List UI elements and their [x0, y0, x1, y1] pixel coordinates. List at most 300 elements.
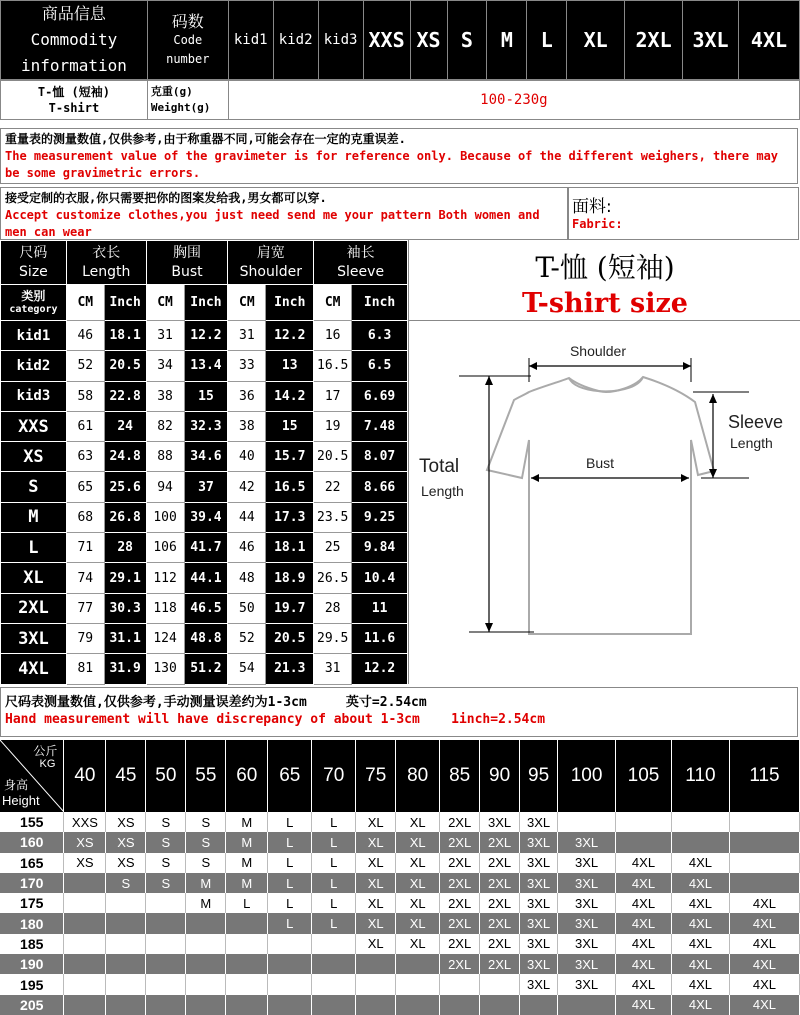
cm-value: 124	[146, 623, 184, 653]
size-recommendation: 3XL	[558, 832, 616, 852]
inch-value: 14.2	[266, 381, 314, 411]
cm-value: 42	[228, 472, 266, 502]
size-col-xxs: XXS	[363, 1, 410, 80]
cm-value: 54	[228, 654, 266, 684]
weight-value: 100-230g	[228, 81, 799, 120]
size-recommendation: XL	[396, 832, 440, 852]
weight-height-chart	[0, 740, 800, 1015]
weight-col-header: 95	[520, 740, 558, 812]
height-row	[0, 974, 800, 994]
weight-col-header: 115	[729, 740, 799, 812]
size-recommendation: 4XL	[729, 913, 799, 933]
gravimeter-note-cn: 重量表的测量数值,仅供参考,由于称重器不同,可能会存在一定的克重误差.	[5, 132, 406, 146]
size-row	[1, 593, 408, 623]
size-recommendation: 3XL	[520, 913, 558, 933]
inch-value: 31.1	[104, 623, 146, 653]
height-row	[0, 873, 800, 893]
size-recommendation: 2XL	[480, 853, 520, 873]
weight-col-header: 70	[312, 740, 356, 812]
cm-value: 36	[228, 381, 266, 411]
size-recommendation: 2XL	[440, 954, 480, 974]
size-recommendation: XL	[356, 893, 396, 913]
cm-value: 68	[66, 502, 104, 532]
size-recommendation	[106, 954, 146, 974]
cm-value: 81	[66, 654, 104, 684]
inch-value: 13.4	[184, 351, 228, 381]
commodity-en: Commodity	[30, 30, 118, 49]
size-recommendation: L	[312, 832, 356, 852]
size-recommendation	[64, 893, 106, 913]
total-label: Total	[419, 456, 460, 477]
size-recommendation: XXS	[64, 812, 106, 832]
size-label: 2XL	[1, 593, 67, 623]
size-recommendation	[146, 974, 186, 994]
inch-value: 34.6	[184, 442, 228, 472]
size-col-3xl: 3XL	[683, 1, 739, 80]
size-recommendation	[396, 974, 440, 994]
sleeve-inch-header: Inch	[352, 285, 408, 321]
size-recommendation: 4XL	[729, 954, 799, 974]
size-recommendation: 2XL	[440, 853, 480, 873]
inch-value: 16.5	[266, 472, 314, 502]
height-row	[0, 913, 800, 933]
fabric-en: Fabric:	[572, 217, 623, 231]
size-recommendation: 4XL	[671, 873, 729, 893]
size-recommendation: S	[186, 812, 226, 832]
commodity-info-cell	[1, 1, 148, 80]
cm-value: 26.5	[314, 563, 352, 593]
length-cm-header: CM	[66, 285, 104, 321]
size-recommendation: 2XL	[440, 934, 480, 954]
size-recommendation	[146, 954, 186, 974]
category-en: category	[9, 303, 58, 315]
inch-value: 12.2	[266, 321, 314, 351]
inch-value: 8.66	[352, 472, 408, 502]
measurement-note	[0, 687, 798, 737]
cm-value: 94	[146, 472, 184, 502]
size-recommendation: 4XL	[616, 913, 672, 933]
size-recommendation	[146, 913, 186, 933]
inch-value: 9.84	[352, 533, 408, 563]
size-recommendation: XL	[356, 873, 396, 893]
size-recommendation	[186, 913, 226, 933]
inch-value: 25.6	[104, 472, 146, 502]
size-col-m: M	[487, 1, 527, 80]
cm-value: 112	[146, 563, 184, 593]
size-recommendation	[520, 995, 558, 1015]
size-recommendation	[268, 974, 312, 994]
size-recommendation: XL	[356, 934, 396, 954]
height-row	[0, 954, 800, 974]
size-label: XL	[1, 563, 67, 593]
tshirt-outline	[487, 377, 714, 634]
panel-title-cn: T-恤 (短袖)	[535, 251, 675, 284]
size-recommendation	[480, 995, 520, 1015]
cm-value: 52	[228, 623, 266, 653]
size-recommendation	[671, 812, 729, 832]
size-recommendation	[558, 995, 616, 1015]
size-recommendation: L	[312, 873, 356, 893]
size-row	[1, 623, 408, 653]
size-col-xl: XL	[567, 1, 625, 80]
length-inch-header: Inch	[104, 285, 146, 321]
size-recommendation: XL	[396, 873, 440, 893]
bust-inch-header: Inch	[184, 285, 228, 321]
size-recommendation	[106, 934, 146, 954]
inch-value: 18.1	[104, 321, 146, 351]
cm-value: 50	[228, 593, 266, 623]
size-recommendation: XL	[356, 832, 396, 852]
size-label: 3XL	[1, 623, 67, 653]
cm-value: 71	[66, 533, 104, 563]
weight-col-header: 55	[186, 740, 226, 812]
commodity-cn: 商品信息	[41, 4, 106, 23]
size-recommendation: 3XL	[558, 934, 616, 954]
inch-value: 6.5	[352, 351, 408, 381]
size-recommendation: 4XL	[729, 974, 799, 994]
inch-value: 44.1	[184, 563, 228, 593]
number-en: number	[166, 51, 210, 66]
cm-value: 29.5	[314, 623, 352, 653]
cm-value: 34	[146, 351, 184, 381]
size-recommendation: 4XL	[616, 974, 672, 994]
inch-value: 24	[104, 411, 146, 441]
size-recommendation	[616, 812, 672, 832]
height-label: 175	[0, 893, 64, 913]
kg-cn: 公斤	[33, 744, 58, 758]
cm-value: 16	[314, 321, 352, 351]
cm-value: 19	[314, 411, 352, 441]
size-recommendation	[356, 954, 396, 974]
information-en: information	[20, 56, 127, 75]
size-recommendation: 4XL	[616, 995, 672, 1015]
height-row	[0, 893, 800, 913]
customize-note	[0, 187, 568, 240]
inch-value: 29.1	[104, 563, 146, 593]
size-row	[1, 472, 408, 502]
size-recommendation: M	[226, 832, 268, 852]
height-label: 155	[0, 812, 64, 832]
cm-value: 38	[228, 411, 266, 441]
size-recommendation	[106, 995, 146, 1015]
size-recommendation: XS	[106, 853, 146, 873]
size-label: L	[1, 533, 67, 563]
height-label: 205	[0, 995, 64, 1015]
size-recommendation: L	[268, 853, 312, 873]
inch-value: 6.3	[352, 321, 408, 351]
size-recommendation	[671, 832, 729, 852]
size-recommendation	[106, 893, 146, 913]
cm-value: 31	[146, 321, 184, 351]
size-recommendation: 4XL	[616, 893, 672, 913]
size-recommendation: 4XL	[616, 873, 672, 893]
size-recommendation	[729, 853, 799, 873]
inch-value: 12.2	[184, 321, 228, 351]
size-col-4xl: 4XL	[738, 1, 799, 80]
size-row	[1, 654, 408, 684]
height-row	[0, 853, 800, 873]
size-recommendation: 4XL	[671, 893, 729, 913]
size-recommendation: 3XL	[558, 913, 616, 933]
size-recommendation: L	[312, 913, 356, 933]
size-recommendation: 4XL	[616, 954, 672, 974]
size-recommendation	[312, 995, 356, 1015]
size-recommendation: 4XL	[729, 893, 799, 913]
size-recommendation: 3XL	[558, 873, 616, 893]
inch-value: 51.2	[184, 654, 228, 684]
cm-value: 46	[228, 533, 266, 563]
weight-col-header: 80	[396, 740, 440, 812]
size-recommendation: XL	[396, 913, 440, 933]
size-recommendation: 2XL	[480, 913, 520, 933]
cm-value: 82	[146, 411, 184, 441]
size-recommendation: S	[146, 832, 186, 852]
size-recommendation	[729, 873, 799, 893]
code-cn: 码数	[171, 11, 204, 31]
gravimeter-note-en: The measurement value of the gravimeter is for reference only. Because of the different weighers, there may be some gravimetric errors.	[5, 149, 779, 180]
size-label: S	[1, 472, 67, 502]
size-recommendation	[226, 934, 268, 954]
cm-value: 74	[66, 563, 104, 593]
size-recommendation	[64, 995, 106, 1015]
shoulder-header-en: Shoulder	[239, 263, 302, 280]
size-recommendation: 2XL	[480, 832, 520, 852]
size-recommendation: 4XL	[616, 853, 672, 873]
size-recommendation: M	[186, 873, 226, 893]
cm-value: 22	[314, 472, 352, 502]
size-recommendation: 4XL	[671, 974, 729, 994]
weight-cn: 克重(g)	[150, 85, 193, 98]
size-recommendation: XS	[106, 812, 146, 832]
height-row	[0, 832, 800, 852]
size-recommendation: 2XL	[440, 812, 480, 832]
shoulder-label: Shoulder	[569, 343, 627, 359]
size-recommendation	[186, 995, 226, 1015]
size-recommendation	[106, 974, 146, 994]
sleeve-length-label: Length	[730, 435, 773, 451]
inch-value: 46.5	[184, 593, 228, 623]
code-en: Code	[173, 32, 203, 47]
size-recommendation	[480, 974, 520, 994]
size-recommendation: S	[146, 873, 186, 893]
size-header	[1, 241, 67, 285]
size-recommendation	[729, 832, 799, 852]
cm-value: 61	[66, 411, 104, 441]
size-recommendation	[186, 954, 226, 974]
size-recommendation: XL	[356, 853, 396, 873]
size-recommendation	[729, 812, 799, 832]
cm-value: 20.5	[314, 442, 352, 472]
cm-value: 52	[66, 351, 104, 381]
cm-value: 46	[66, 321, 104, 351]
inch-value: 22.8	[104, 381, 146, 411]
inch-value: 21.3	[266, 654, 314, 684]
inch-value: 15.7	[266, 442, 314, 472]
size-recommendation	[312, 974, 356, 994]
size-recommendation: 3XL	[520, 893, 558, 913]
sleeve-cm-header: CM	[314, 285, 352, 321]
shoulder-header-cn: 肩宽	[256, 244, 285, 261]
kg-height-corner	[0, 740, 64, 812]
size-col-kid3: kid3	[318, 1, 363, 80]
height-label: 185	[0, 934, 64, 954]
size-label: 4XL	[1, 654, 67, 684]
size-recommendation: M	[226, 812, 268, 832]
size-recommendation: M	[186, 893, 226, 913]
size-recommendation	[226, 995, 268, 1015]
length-header-en: Length	[82, 263, 131, 280]
kg-en: KG	[39, 758, 56, 770]
size-recommendation: L	[268, 913, 312, 933]
size-recommendation: S	[186, 832, 226, 852]
weight-col-header: 50	[146, 740, 186, 812]
measurement-note-cn: 尺码表测量数值,仅供参考,手动测量误差约为1-3cm 英寸=2.54cm	[5, 695, 427, 710]
length-header-cn: 衣长	[92, 244, 121, 261]
bust-label: Bust	[585, 455, 615, 471]
size-recommendation	[226, 954, 268, 974]
size-table	[0, 240, 408, 685]
size-recommendation	[106, 913, 146, 933]
size-recommendation	[268, 995, 312, 1015]
size-recommendation: 4XL	[671, 853, 729, 873]
size-recommendation: XL	[396, 812, 440, 832]
weight-col-header: 90	[480, 740, 520, 812]
size-col-2xl: 2XL	[625, 1, 683, 80]
size-recommendation: 4XL	[671, 954, 729, 974]
size-recommendation: 3XL	[520, 934, 558, 954]
weight-row-table	[0, 80, 800, 120]
sleeve-header-cn: 袖长	[346, 244, 375, 261]
size-recommendation: L	[268, 832, 312, 852]
size-recommendation: 3XL	[480, 812, 520, 832]
fabric-cn: 面料:	[572, 197, 612, 217]
size-label: M	[1, 502, 67, 532]
cm-value: 17	[314, 381, 352, 411]
size-recommendation: 2XL	[440, 893, 480, 913]
height-label: 195	[0, 974, 64, 994]
inch-value: 11	[352, 593, 408, 623]
size-col-xs: XS	[410, 1, 447, 80]
size-recommendation	[64, 934, 106, 954]
size-recommendation: L	[268, 812, 312, 832]
size-recommendation: S	[146, 812, 186, 832]
size-row	[1, 442, 408, 472]
height-label: 190	[0, 954, 64, 974]
size-recommendation: XL	[396, 934, 440, 954]
size-recommendation	[64, 913, 106, 933]
inch-value: 12.2	[352, 654, 408, 684]
size-row	[1, 351, 408, 381]
cm-value: 77	[66, 593, 104, 623]
inch-value: 32.3	[184, 411, 228, 441]
weight-col-header: 100	[558, 740, 616, 812]
inch-value: 6.69	[352, 381, 408, 411]
size-recommendation	[440, 974, 480, 994]
size-recommendation: S	[146, 853, 186, 873]
inch-value: 48.8	[184, 623, 228, 653]
size-row	[1, 381, 408, 411]
inch-value: 18.1	[266, 533, 314, 563]
size-recommendation	[356, 995, 396, 1015]
size-recommendation: XS	[64, 832, 106, 852]
size-label: XS	[1, 442, 67, 472]
inch-value: 17.3	[266, 502, 314, 532]
size-row	[1, 502, 408, 532]
size-recommendation	[440, 995, 480, 1015]
size-recommendation: 3XL	[558, 853, 616, 873]
size-recommendation: 3XL	[520, 812, 558, 832]
size-recommendation	[396, 954, 440, 974]
inch-value: 13	[266, 351, 314, 381]
size-recommendation: XL	[396, 853, 440, 873]
weight-col-header: 65	[268, 740, 312, 812]
height-label: 165	[0, 853, 64, 873]
size-recommendation: M	[226, 853, 268, 873]
inch-value: 31.9	[104, 654, 146, 684]
size-col-kid1: kid1	[228, 1, 273, 80]
size-recommendation	[268, 954, 312, 974]
customize-note-en: Accept customize clothes,you just need send me your pattern Both women and men can wear	[5, 208, 540, 239]
size-recommendation	[268, 934, 312, 954]
size-label: kid3	[1, 381, 67, 411]
size-recommendation	[616, 832, 672, 852]
code-number-cell	[147, 1, 228, 80]
size-recommendation: S	[186, 853, 226, 873]
size-label: XXS	[1, 411, 67, 441]
size-recommendation	[186, 934, 226, 954]
height-label: 180	[0, 913, 64, 933]
size-recommendation: 3XL	[558, 974, 616, 994]
size-recommendation: 3XL	[520, 853, 558, 873]
weight-col-header: 85	[440, 740, 480, 812]
total-length-label: Length	[421, 483, 464, 499]
size-recommendation: 2XL	[480, 893, 520, 913]
cm-value: 44	[228, 502, 266, 532]
cm-value: 65	[66, 472, 104, 502]
size-row	[1, 563, 408, 593]
weight-en: Weight(g)	[150, 101, 211, 114]
size-recommendation: 3XL	[520, 954, 558, 974]
inch-value: 20.5	[104, 351, 146, 381]
size-recommendation	[64, 873, 106, 893]
fabric-cell	[568, 187, 799, 240]
bust-header	[146, 241, 228, 285]
inch-value: 9.25	[352, 502, 408, 532]
cm-value: 79	[66, 623, 104, 653]
gravimeter-note	[0, 128, 798, 184]
weight-label-cell	[147, 81, 228, 120]
cm-value: 31	[228, 321, 266, 351]
size-header-en: Size	[19, 263, 48, 280]
inch-value: 10.4	[352, 563, 408, 593]
size-recommendation: L	[312, 893, 356, 913]
size-recommendation: XS	[64, 853, 106, 873]
size-col-s: S	[447, 1, 487, 80]
inch-value: 8.07	[352, 442, 408, 472]
inch-value: 28	[104, 533, 146, 563]
size-recommendation: 3XL	[520, 873, 558, 893]
cm-value: 28	[314, 593, 352, 623]
customize-note-cn: 接受定制的衣服,你只需要把你的图案发给我,男女都可以穿.	[5, 191, 327, 205]
size-label: kid1	[1, 321, 67, 351]
cm-value: 33	[228, 351, 266, 381]
inch-value: 15	[266, 411, 314, 441]
height-row	[0, 934, 800, 954]
size-recommendation: L	[268, 893, 312, 913]
cm-value: 48	[228, 563, 266, 593]
cm-value: 58	[66, 381, 104, 411]
product-cell	[1, 81, 148, 120]
